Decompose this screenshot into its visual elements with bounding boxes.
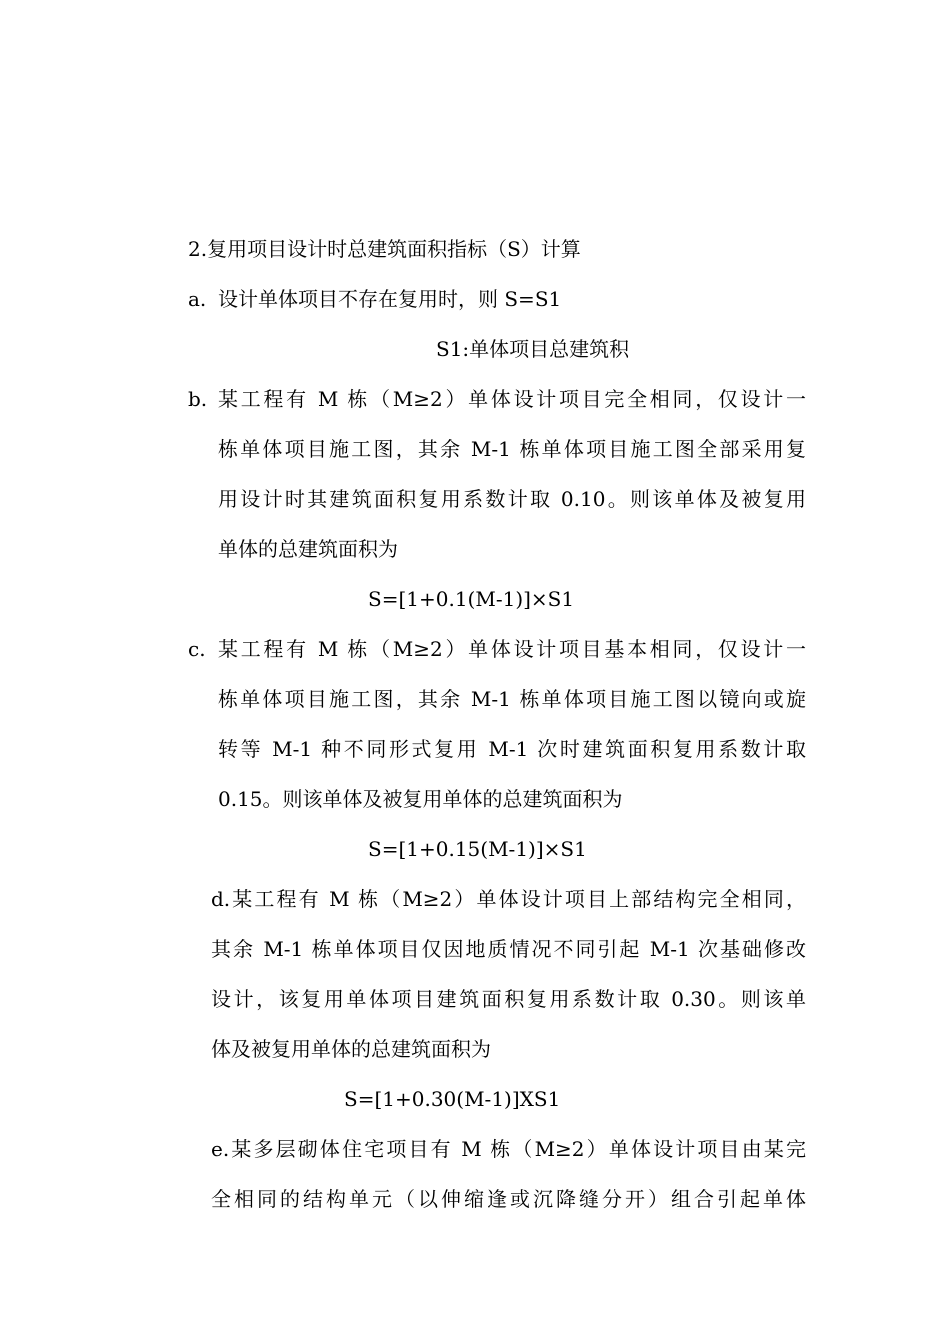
item-d-line-1: d.某工程有 M 栋（M≥2）单体设计项目上部结构完全相同，: [211, 887, 806, 911]
item-c-line-1: 某工程有 M 栋（M≥2）单体设计项目基本相同，仅设计一: [218, 637, 806, 661]
item-b-line-1: 某工程有 M 栋（M≥2）单体设计项目完全相同，仅设计一: [218, 387, 806, 411]
item-c-line-2: 栋单体项目施工图，其余 M-1 栋单体项目施工图以镜向或旋: [218, 687, 806, 711]
item-a-marker: a.: [188, 287, 207, 311]
section-heading: 2.复用项目设计时总建筑面积指标（S）计算: [188, 237, 581, 261]
item-c-line-4: 0.15。则该单体及被复用单体的总建筑面积为: [218, 787, 623, 811]
item-c-formula: S=[1+0.15(M-1)]×S1: [368, 837, 587, 861]
item-a-text: 设计单体项目不存在复用时，则 S=S1: [218, 287, 562, 311]
item-d-line-2: 其余 M-1 栋单体项目仅因地质情况不同引起 M-1 次基础修改: [211, 937, 806, 961]
item-b-marker: b.: [188, 387, 208, 411]
item-b-formula: S=[1+0.1(M-1)]×S1: [368, 587, 575, 611]
item-e-line-1: e.某多层砌体住宅项目有 M 栋（M≥2）单体设计项目由某完: [211, 1137, 806, 1161]
item-c-line-3: 转等 M-1 种不同形式复用 M-1 次时建筑面积复用系数计取: [218, 737, 806, 761]
item-c-marker: c.: [188, 637, 206, 661]
item-d-formula: S=[1+0.30(M-1)]XS1: [344, 1087, 561, 1111]
item-a-formula: S1:单体项目总建筑积: [436, 337, 630, 361]
item-e-line-2: 全相同的结构单元（以伸缩逢或沉降缝分开）组合引起单体: [211, 1187, 806, 1211]
item-b-line-4: 单体的总建筑面积为: [218, 537, 398, 561]
item-b-line-3: 用设计时其建筑面积复用系数计取 0.10。则该单体及被复用: [218, 487, 806, 511]
item-b-line-2: 栋单体项目施工图，其余 M-1 栋单体项目施工图全部采用复: [218, 437, 806, 461]
item-d-line-3: 设计，该复用单体项目建筑面积复用系数计取 0.30。则该单: [211, 987, 806, 1011]
item-d-line-4: 体及被复用单体的总建筑面积为: [211, 1037, 491, 1061]
